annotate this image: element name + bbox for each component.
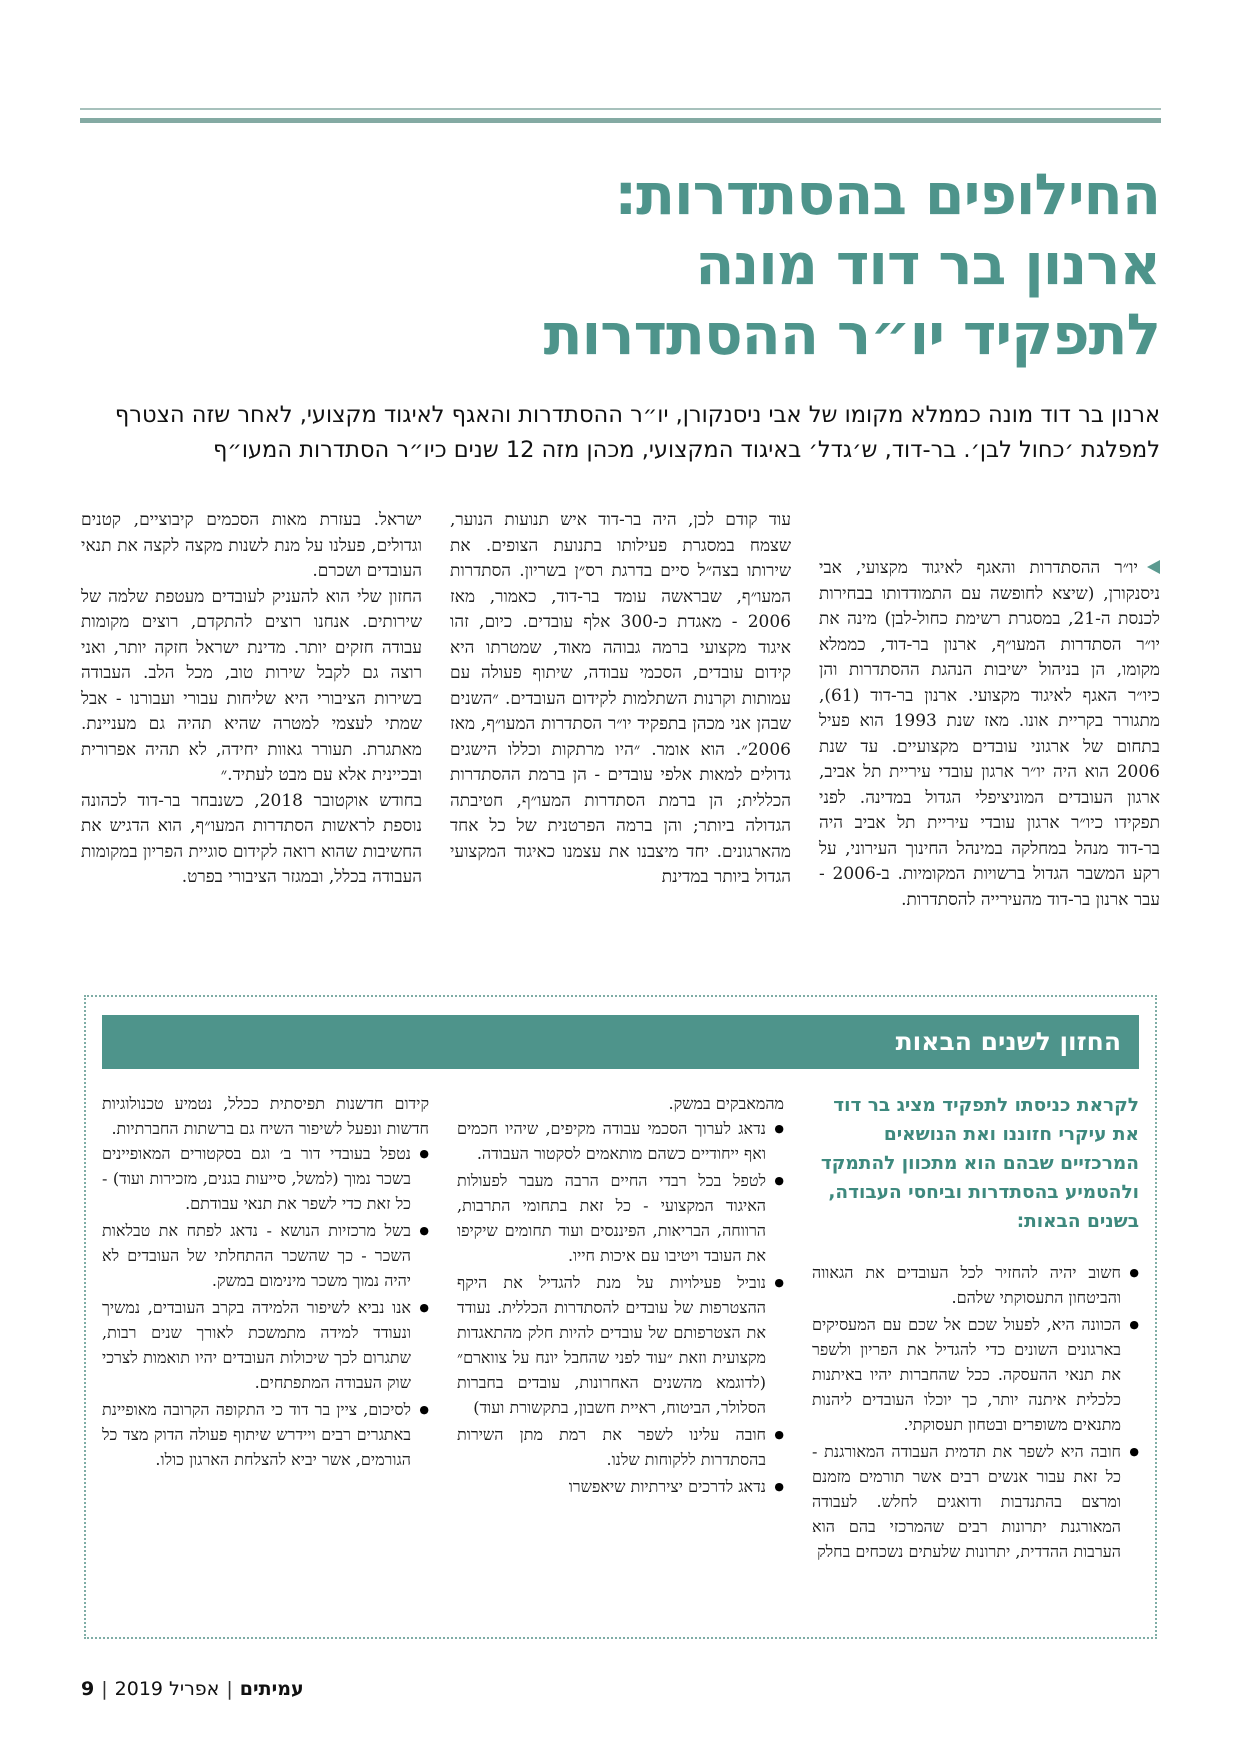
article-paragraph — [819, 556, 1160, 913]
article-columns — [81, 508, 1160, 980]
top-rule-thin — [80, 108, 1161, 110]
vision-bullet: ● לטפל בכל רבדי החיים הרבה מעבר לפעולות האיגוד המקצועי - כל זאת בתחומי התרבות, הרווחה, הבריאות, הפיננסים ועוד תחומים שיקיפו את העובד ויטיבו עם איכות חייו. — [457, 1168, 784, 1268]
vision-column-3 — [102, 1091, 429, 1599]
footer-separator: | — [101, 1678, 108, 1700]
vision-bullet: ● חובה היא לשפר את תדמית העבודה המאורגנת - כל זאת עבור אנשים רבים אשר תורמים מזמנם ומרצם בהתנדבות ודואגים לחלש. לעבודה המאורגנת יתרונות רבים שהמרכזי בהם הוא הערבות ההדדית, יתרונות שלעתים נשכחים בחלק — [812, 1439, 1139, 1564]
issue-date: אפריל 2019 — [114, 1678, 220, 1700]
footer-separator: | — [226, 1678, 233, 1700]
article-text: יו״ר ההסתדרות והאגף לאיגוד מקצועי, אבי ניסנקורן, (שיצא לחופשה עם התמודדותו בבחירות לכנסת ה-21, במסגרת רשימת כחול-לבן) מינה את יו״ר הסתדרות המעו״ף, ארנון בר-דוד, כממלא מקומו, הן בניהול ישיבות הנהגת ההסתדרות והן כיו״ר האגף לאיגוד מקצועי. ארנון בר-דוד (61), מתגורר בקריית אונו. מאז שנת 1993 הוא פעיל בתחום של ארגוני עובדים מקצועיים. עד שנת 2006 הוא היה יו״ר ארגון עובדי עיריית תל אביב, ארגון העובדים המוניציפלי הגדול במדינה. לפני תפקידו כיו״ר ארגון עובדי עיריית תל אביב היה בר-דוד מנהל במחלקה במינהל החינוך העירוני, על רקע המשבר הגדול ברשויות המקומיות. ב-2006 - עבר ארנון בר-דוד מהעירייה להסתדרות. — [819, 558, 1160, 910]
vision-column-1 — [812, 1091, 1139, 1599]
page-number: 9 — [81, 1678, 95, 1700]
article-column-3 — [81, 508, 422, 980]
vision-bullet-list — [102, 1141, 429, 1472]
article-paragraph: בחודש אוקטובר 2018, כשנבחר בר-דוד לכהונה נוספת לראשות הסתדרות המעו״ף, הוא הדגיש את החשיבות שהוא רואה לקידום סוגיית הפריון במקומות העבודה בכלל, ובמגזר הציבורי בפרט. — [81, 790, 423, 887]
vision-bullet: ● נדאג לדרכים יצירתיות שיאפשרו — [457, 1474, 784, 1499]
vision-bullet: ● לסיכום, ציין בר דוד כי התקופה הקרובה מאופיינת באתגרים רבים ויידרש שיתוף פעולה הדוק מצד כל הגורמים, אשר יביא להצלחת הארגון כולו. — [102, 1397, 429, 1472]
article-column-1 — [819, 508, 1160, 980]
article-paragraph: החזון שלי הוא להעניק לעובדים מעטפת שלמה של שירותים. אנחנו רוצים להתקדם, רוצים מקומות עבודה חזקים יותר. מדינת ישראל חזקה יותר, ואני רוצה גם לקבל שירות טוב, מכל הלב. העבודה בשירות הציבורי היא שליחות עבורי ועבורנו - אבל שמתי לעצמי למטרה שהיא תהיה גם מעניינת. מאתגרת. תעורר גאוות יחידה, לא תהיה אפרורית ובכיינית אלא עם מבט לעתיד.״ — [81, 586, 422, 785]
vision-bullet: ● חובה עלינו לשפר את רמת מתן השירות בהסתדרות ללקוחות שלנו. — [457, 1422, 784, 1472]
top-rule-thick — [80, 118, 1161, 123]
vision-intro: לקראת כניסתו לתפקיד מציג בר דוד את עיקרי חזוננו ואת הנושאים המרכזיים שבהם הוא מתכוון להתמקד ולהטמיע בהסתדרות וביחסי העבודה, בשנים הבאות: — [820, 1095, 1139, 1232]
vision-bullet: ● הכוונה היא, לפעול שכם אל שכם עם המעסיקים בארגונים השונים כדי להגדיל את הפריון ולשפר את תנאי ההעסקה. ככל שהחברות יהיו באיתנות כלכלית איתנה יותר, כך יוכלו העובדים ליהנות מתנאים משופרים ובטחון תעסוקתי. — [812, 1312, 1139, 1437]
vision-continuation-text: קידום חדשנות תפיסתית ככלל, נטמיע טכנולוגיות חדשות ונפעל לשיפור השיח גם ברשתות החברתיות. — [102, 1094, 429, 1138]
vision-bullet: ● נוביל פעילויות על מנת להגדיל את היקף ההצטרפות של עובדים להסתדרות הכללית. נעודד את הצטרפותם של עובדים להיות חלק מהתאגדות מקצועית וזאת ״עוד לפני שהחבל יונח על צווארם״ (לדוגמא מהשנים האחרונות, עובדים בחברות הסלולר, הביטוח, ראיית חשבון, בתקשורת ועוד) — [457, 1270, 784, 1420]
vision-bullet-list — [457, 1116, 784, 1499]
vision-box-header: החזון לשנים הבאות — [102, 1015, 1139, 1069]
vision-continuation-text: מהמאבקים במשק. — [668, 1094, 784, 1113]
vision-bullet: ● נטפל בעובדי דור ב׳ וגם בסקטורים המאופיינים בשכר נמוך (למשל, סייעות בגנים, מזכירות ועוד) - כל זאת כדי לשפר את תנאי עבודתם. — [102, 1141, 429, 1216]
vision-box-columns — [102, 1091, 1139, 1599]
article-column-2 — [450, 508, 791, 980]
vision-bullet: ● נדאג לערוך הסכמי עבודה מקיפים, שיהיו חכמים ואף ייחודיים כשהם מותאמים לסקטור העבודה. — [457, 1116, 784, 1166]
page-footer — [81, 1678, 304, 1700]
headline — [81, 160, 1160, 370]
vision-bullet: ● אנו נביא לשיפור הלמידה בקרב העובדים, נמשיך ונעודד למידה מתמשכת לאורך שנים רבות, שתגרום לכך שיכולות העובדים יהיו תואמות לצרכי שוק העבודה המתפתחים. — [102, 1295, 429, 1395]
magazine-name: עמיתים — [239, 1678, 304, 1700]
vision-bullet: ● חשוב יהיה להחזיר לכל העובדים את הגאווה והביטחון התעסוקתי שלהם. — [812, 1260, 1139, 1310]
arrow-bullet-icon — [1147, 560, 1160, 574]
headline-line-3: לתפקיד יו״ר ההסתדרות — [543, 302, 1160, 368]
article-paragraph: ישראל. בעזרת מאות הסכמים קיבוציים, קטנים וגדולים, פעלנו על מנת לשנות מקצה לקצה את תנאי העובדים ושכרם. — [81, 510, 422, 581]
article-paragraph: עוד קודם לכן, היה בר-דוד איש תנועות הנוער, שצמח במסגרת פעילותו בתנועת הצופים. את שירותו בצה״ל סיים בדרגת רס״ן בשריון. הסתדרות המעו״ף, שבראשה עומד בר-דוד, כאמור, מאז 2006 - מאגדת כ-300 אלף עובדים. כיום, זהו איגוד מקצועי ברמה גבוהה מאוד, שמטרתו היא קידום עובדים, הסכמי עבודה, שיתוף פעולה עם עמותות וקרנות השתלמות לקידום העובדים. ״השנים שבהן אני מכהן בתפקיד יו״ר הסתדרות המעו״ף, מאז 2006״. הוא אומר. ״היו מרתקות וכללו הישגים גדולים למאות אלפי עובדים - הן ברמת ההסתדרות הכללית; הן ברמת הסתדרות המעו״ף, חטיבתה הגדולה ביותר; והן ברמה הפרטנית של כל אחד מהארגונים. יחד מיצבנו את עצמנו כאיגוד המקצועי הגדול ביותר במדינת — [450, 510, 791, 887]
subtitle: ארנון בר דוד מונה כממלא מקומו של אבי ניסנקורן, יו״ר ההסתדרות והאגף לאיגוד מקצועי, לאחר שזה הצטרף למפלגת ׳כחול לבן׳. בר-דוד, ש׳גדל׳ באיגוד המקצועי, מכהן מזה 12 שנים כיו״ר הסתדרות המעו״ף — [114, 402, 1160, 463]
vision-box — [84, 995, 1157, 1639]
vision-bullet-list — [812, 1260, 1139, 1564]
vision-column-2 — [457, 1091, 784, 1599]
headline-line-2: ארנון בר דוד מונה — [695, 232, 1160, 298]
headline-line-1: החילופים בהסתדרות: — [614, 162, 1160, 228]
vision-bullet: ● בשל מרכזיות הנושא - נדאג לפתח את טבלאות השכר - כך שהשכר ההתחלתי של העובדים לא יהיה נמוך משכר מינימום במשק. — [102, 1218, 429, 1293]
